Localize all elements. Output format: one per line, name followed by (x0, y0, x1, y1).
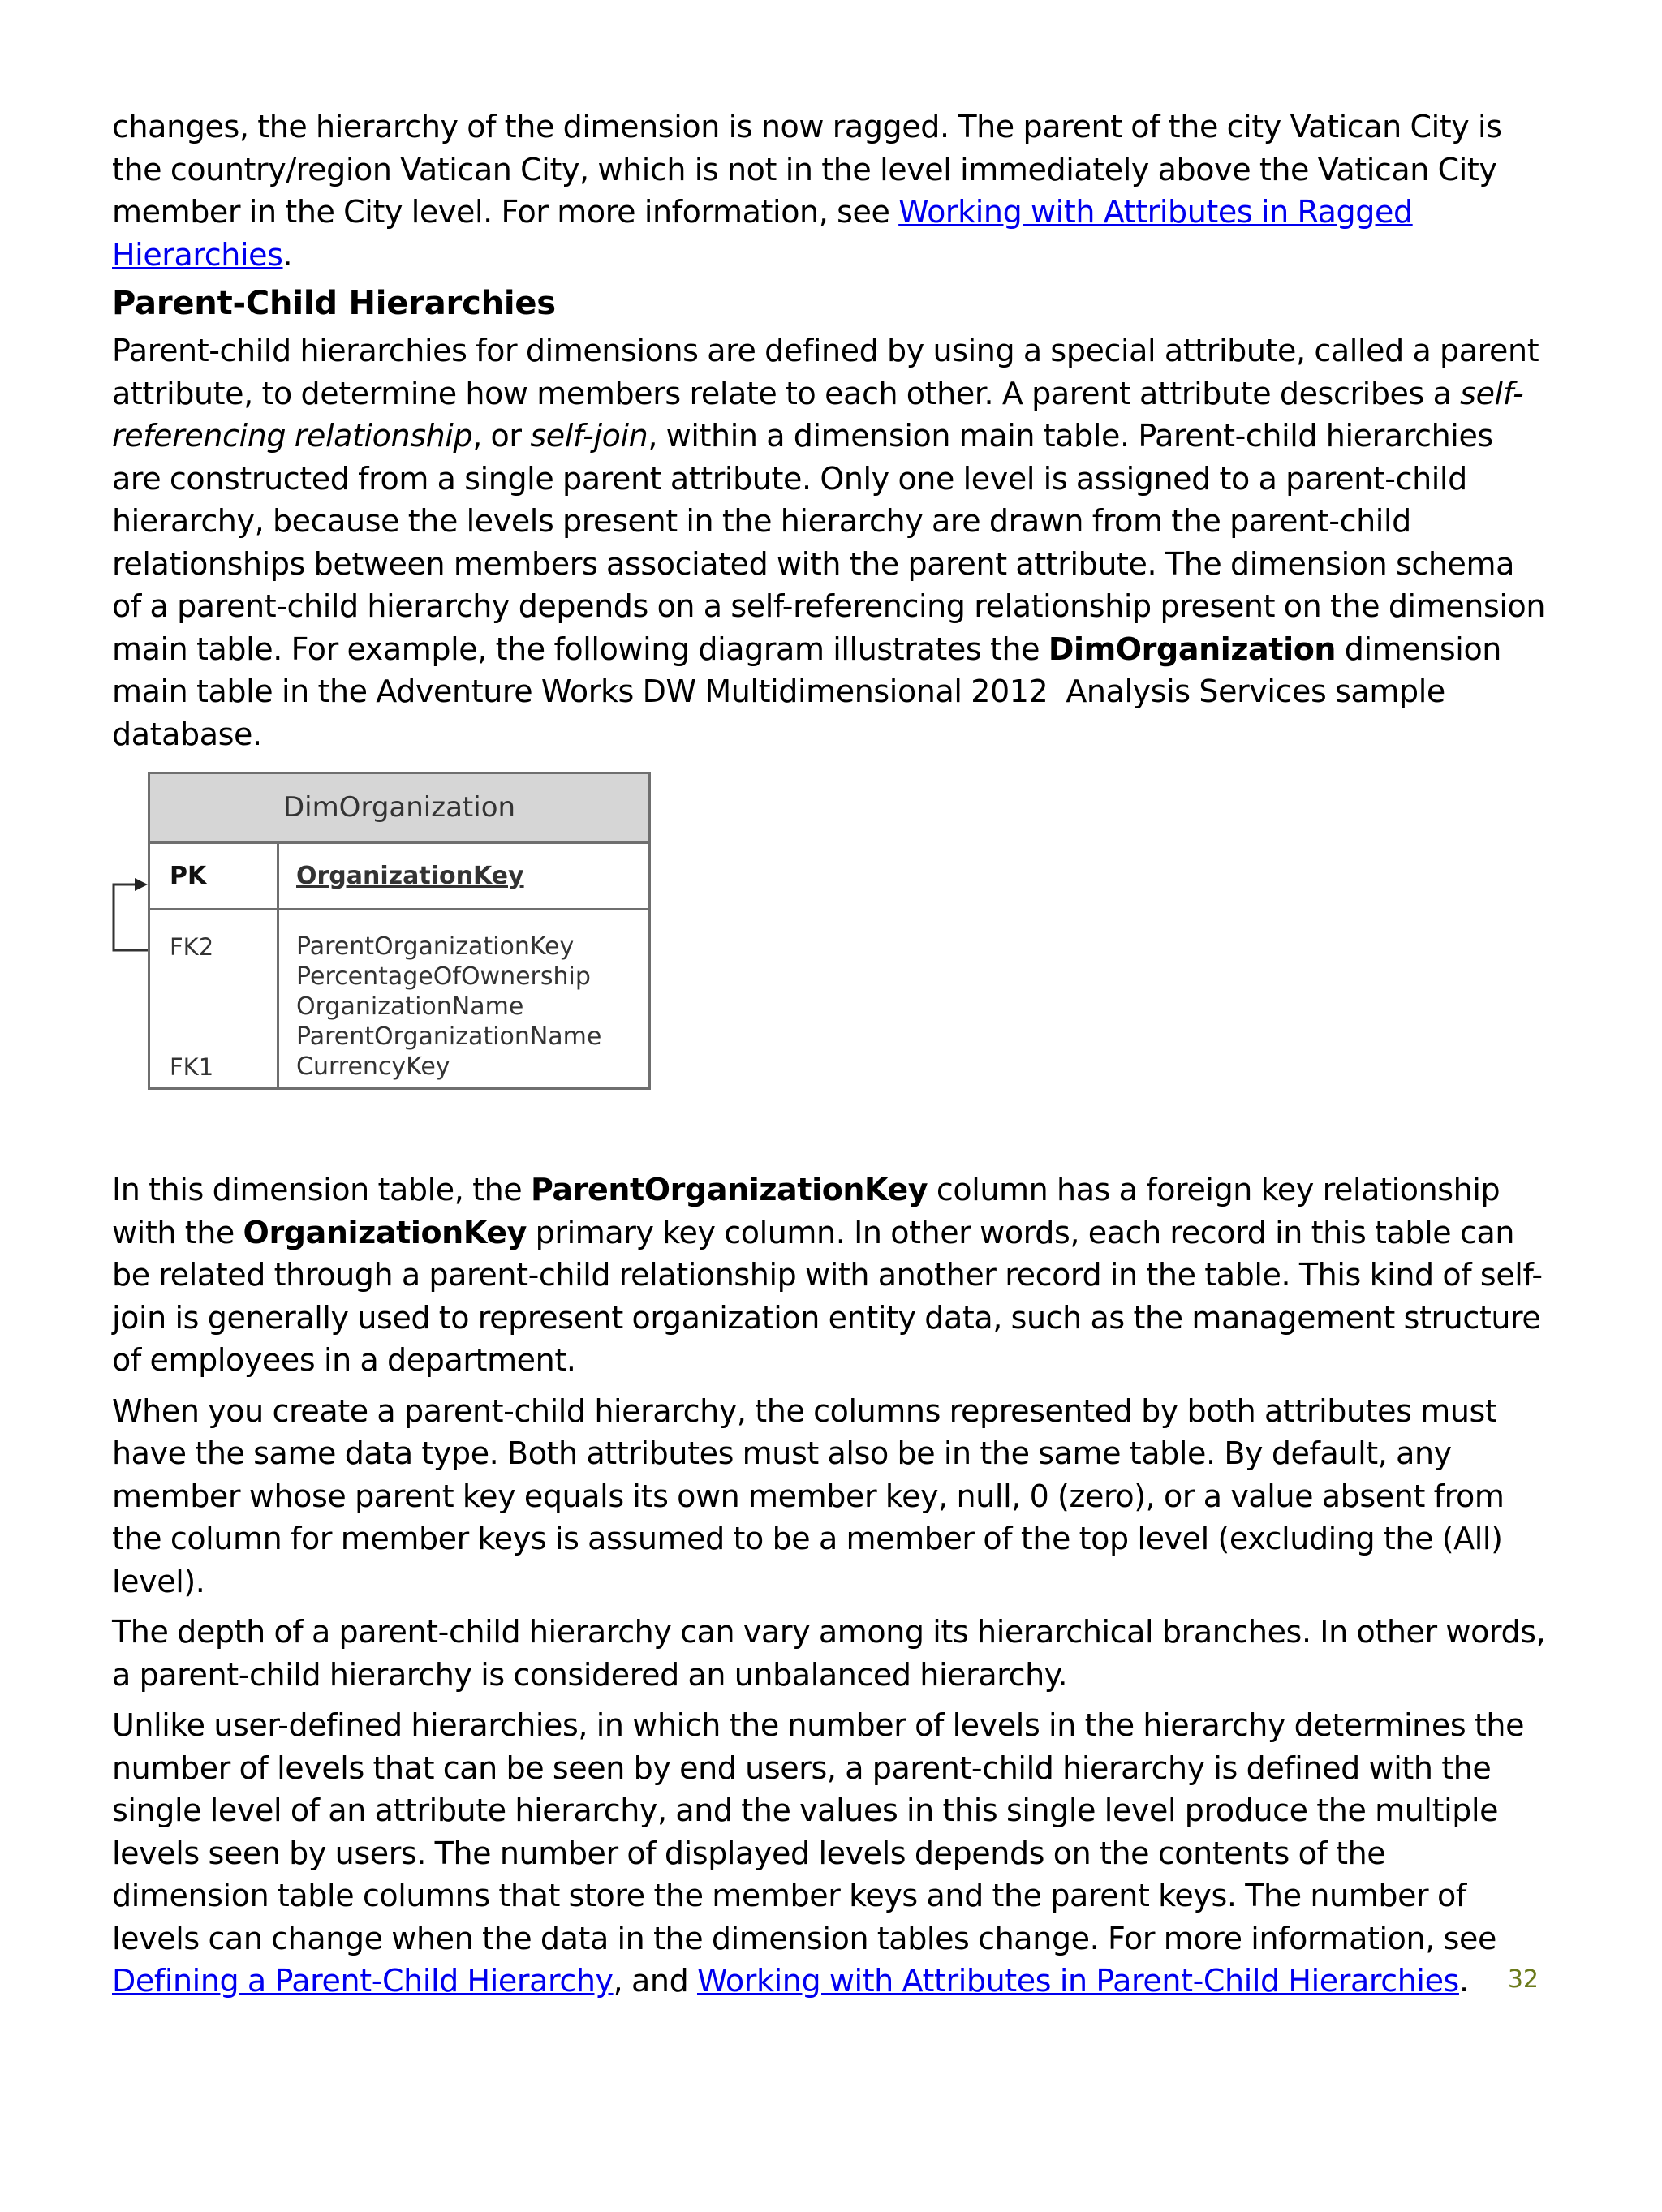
ul-text-3: . (1458, 1963, 1469, 1999)
pc-text-2: , or (472, 418, 531, 454)
dt-text-1: In this dimension table, the (112, 1172, 531, 1207)
pk-label: PK (170, 862, 207, 890)
primary-key-row (150, 844, 648, 910)
pk-column: OrganizationKey (296, 862, 524, 890)
parent-child-paragraph (112, 329, 1548, 755)
field-item: ParentOrganizationName (296, 1022, 602, 1051)
pc-text-3: , within a dimension main table. Parent-child hierarchies are constructed from a single parent attribute. Only one level is assigned to a parent-child hierarchy, because the levels present in the hierarchy are drawn from the parent-child relationships between members associated with the parent attribute. The dimension schema of a parent-child hierarchy depends on a self-referencing relationship present on the dimension main table. For example, the following diagram illustrates the (112, 418, 1546, 667)
dt-strong-organizationkey: OrganizationKey (243, 1214, 527, 1250)
page-content (112, 105, 1548, 2003)
pc-emphasis-self-join: self-join (530, 418, 648, 454)
page-number: 32 (1507, 1965, 1539, 1994)
dt-text-3: primary key column. In other words, each record in this table can be related through a parent-child relationship with another record in the table. This kind of self-join is generally used to represent organization entity data, such as the management structure of employees in a department. (112, 1214, 1543, 1378)
intro-text: changes, the hierarchy of the dimension is now ragged. The parent of the city Vatican City is the country/region Vatican City, which is not in the level immediately above the Vatican City member in the City level. For more information, see (112, 109, 1502, 230)
field-item: PercentageOfOwnership (296, 962, 591, 991)
section-heading: Parent-Child Hierarchies (112, 285, 556, 322)
pc-emphasis-self-referencing: self-referencing relationship (112, 375, 1524, 454)
dimension-table-paragraph (112, 1168, 1548, 1382)
column-divider (277, 844, 279, 1087)
ul-text-1: Unlike user-defined hierarchies, in which the number of levels in the hierarchy determines the number of levels that can be seen by end users, a parent-child hierarchy is defined with the single level of an attribute hierarchy, and the values in this single level produce the multiple levels seen by users. The number of displayed levels depends on the contents of the dimension table columns that store the member keys and the parent keys. The number of levels can change when the data in the dimension tables change. For more information, see (112, 1707, 1525, 1956)
pc-text-5: Analysis Services sample database. (112, 673, 1445, 752)
entity-table-name: DimOrganization (150, 774, 648, 844)
dt-text-2: column has a foreign key relationship with the (112, 1172, 1501, 1250)
intro-paragraph (112, 105, 1548, 276)
field-item: OrganizationName (296, 992, 524, 1021)
pc-text-4: dimension main table in the Adventure Works DW Multidimensional 2012 (112, 630, 1501, 709)
link-ragged-hierarchies[interactable]: Working with Attributes in Ragged Hierarchies (112, 194, 1413, 273)
intro-text-end: . (282, 236, 293, 273)
unlike-paragraph (112, 1704, 1548, 2003)
fk2-label: FK2 (170, 933, 214, 961)
create-hierarchy-paragraph: When you create a parent-child hierarchy, the columns represented by both attributes must have the same data type. Both attributes must also be in the same table. By default, any member whose parent key equals its own member key, null, 0 (zero), or a value absent from the column for member keys is assumed to be a member of the top level (excluding the (All) level). (112, 1392, 1505, 1599)
link-defining-parent-child[interactable]: Defining a Parent-Child Hierarchy (112, 1963, 614, 1999)
dt-strong-parentorganizationkey: ParentOrganizationKey (530, 1172, 928, 1207)
field-item: CurrencyKey (296, 1052, 450, 1081)
pc-text-1: Parent-child hierarchies for dimensions are defined by using a special attribute, called a parent attribute, to determine how members relate to each other. A parent attribute describes a (112, 333, 1539, 411)
fk1-label: FK1 (170, 1053, 214, 1081)
ul-text-2: , and (613, 1963, 697, 1999)
pc-strong-dimorganization: DimOrganization (1048, 630, 1337, 667)
field-item: ParentOrganizationKey (296, 932, 575, 961)
dimorganization-diagram (112, 772, 745, 1100)
field-list (296, 932, 601, 1082)
link-working-with-parent-child[interactable]: Working with Attributes in Parent-Child Hierarchies (696, 1963, 1459, 1999)
depth-paragraph: The depth of a parent-child hierarchy can vary among its hierarchical branches. In other words, a parent-child hierarchy is considered an unbalanced hierarchy. (112, 1614, 1546, 1693)
entity-table (148, 772, 651, 1090)
